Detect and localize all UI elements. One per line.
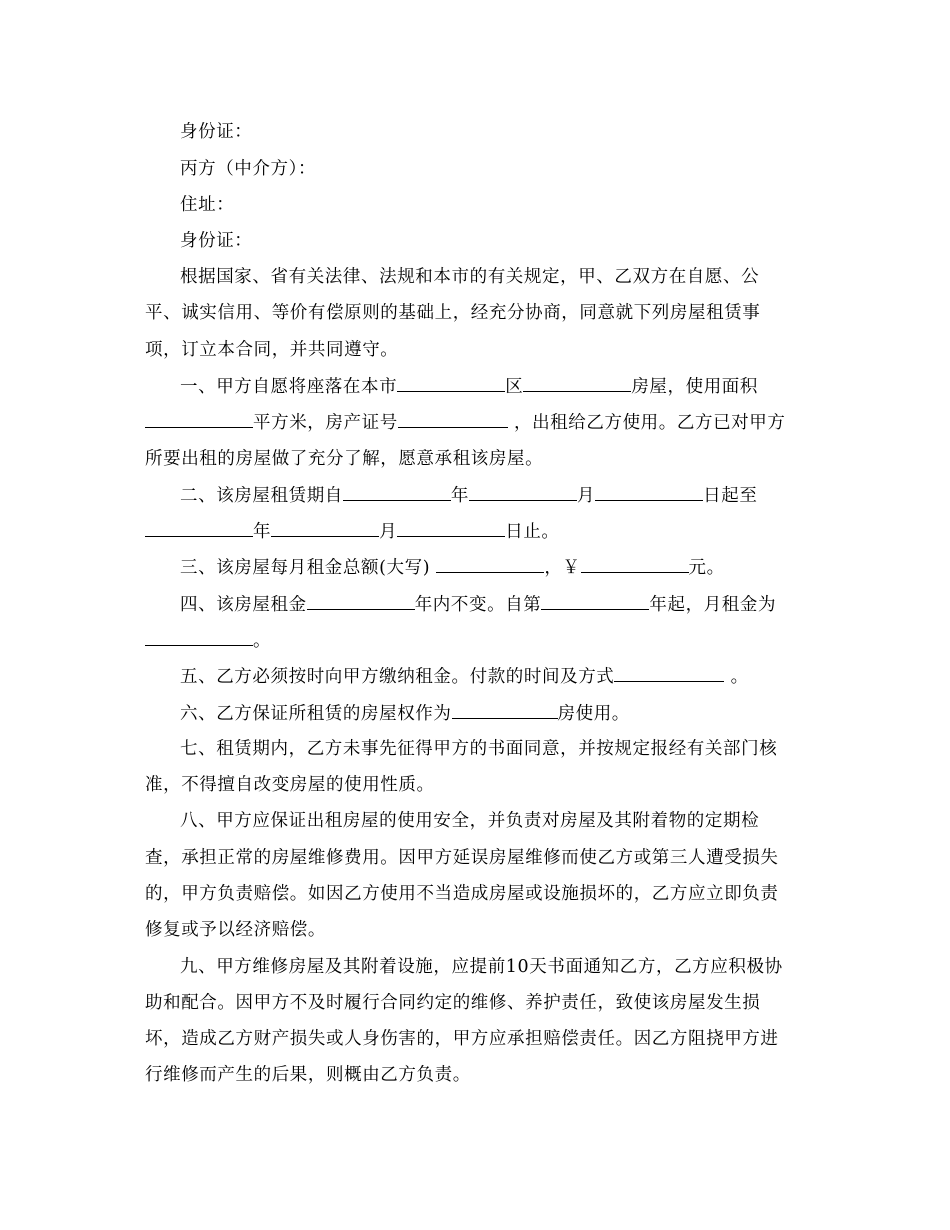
address-line: 住址： [180,195,235,215]
clause-2-line-1: 二、该房屋租赁期自 年 月 日起至 [180,486,758,506]
clause-4-line-2: 。 [145,629,271,652]
clause-7-line-1: 七、租赁期内，乙方未事先征得甲方的书面同意，并按规定报经有关部门核 [180,739,778,759]
end-month-blank [271,520,379,537]
start-day-blank [595,484,703,501]
clause-8-line-1: 八、甲方应保证出租房屋的使用安全，并负责对房屋及其附着物的定期检 [180,811,760,831]
usage-blank [452,702,558,719]
clause-9-line-4: 行维修而产生的后果，则概由乙方负责。 [145,1065,471,1085]
clause-9-line-1: 九、甲方维修房屋及其附着设施，应提前10天书面通知乙方，乙方应积极协 [180,957,783,977]
preamble-line-2: 平、诚实信用、等价有偿原则的基础上，经充分协商，同意就下列房屋租赁事 [145,303,761,323]
clause-8-line-3: 的，甲方负责赔偿。如因乙方使用不当造成房屋或设施损坏的，乙方应立即负责 [145,884,779,904]
rent-words-blank [436,556,544,573]
end-day-blank [397,520,505,537]
clause-7-line-2: 准，不得擅自改变房屋的使用性质。 [145,775,435,795]
payment-method-blank [614,665,724,682]
end-year-blank [145,520,253,537]
district-blank [397,375,505,392]
clause-5-line: 五、乙方必须按时向甲方缴纳租金。付款的时间及方式 。 [180,667,749,687]
rent-fixed-years-blank [307,593,415,610]
clause-3-line: 三、该房屋每月租金总额(大写) ，￥ 元。 [180,558,725,578]
party-c-heading: 丙方（中介方）： [180,159,317,179]
clause-4-line-1: 四、该房屋租金 年内不变。自第 年起，月租金为 [180,595,777,615]
property-cert-blank [398,411,508,428]
clause-1-line-1: 一、甲方自愿将座落在本市 区 房屋，使用面积 [180,377,759,397]
clause-1-line-3: 所要出租的房屋做了充分了解，愿意承租该房屋。 [145,449,544,469]
new-rent-blank [145,629,253,646]
clause-9-line-3: 坏，造成乙方财产损失或人身伤害的，甲方应承担赔偿责任。因乙方阻挠甲方进 [145,1029,779,1049]
clause-2-line-2: 年 月 日止。 [145,520,560,543]
rent-change-year-blank [541,593,649,610]
start-year-blank [343,484,451,501]
clause-8-line-4: 修复或予以经济赔偿。 [145,920,326,940]
clause-9-line-2: 助和配合。因甲方不及时履行合同约定的维修、养护责任，致使该房屋发生损 [145,993,761,1013]
house-location-blank [523,375,631,392]
id-card-line-1: 身份证： [180,122,253,142]
start-month-blank [469,484,577,501]
clause-1-line-2: 平方米，房产证号 ，出租给乙方使用。乙方已对甲方 [145,411,785,434]
preamble-line-1: 根据国家、省有关法律、法规和本市的有关规定，甲、乙双方在自愿、公 [180,267,760,287]
preamble-line-3: 项，订立本合同，并共同遵守。 [145,340,399,360]
area-blank [145,411,253,428]
rent-amount-blank [581,556,689,573]
clause-8-line-2: 查，承担正常的房屋维修费用。因甲方延误房屋维修而使乙方或第三人遭受损失 [145,848,779,868]
id-card-line-2: 身份证： [180,231,253,251]
clause-6-line: 六、乙方保证所租赁的房屋权作为 房使用。 [180,704,630,724]
